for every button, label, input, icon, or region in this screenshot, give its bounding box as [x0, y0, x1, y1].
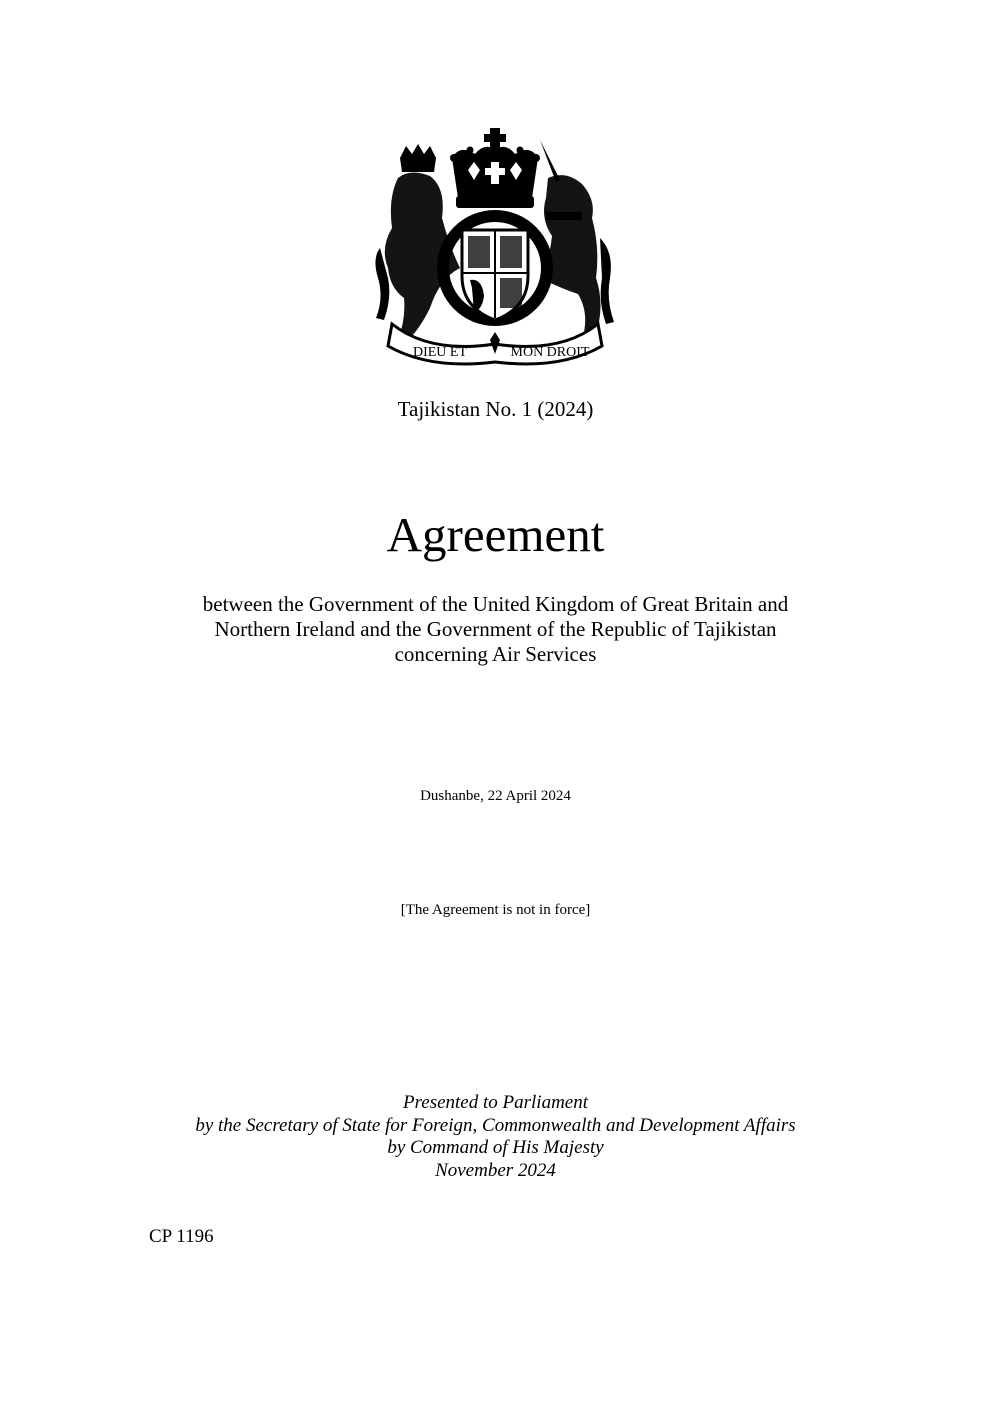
series-number: Tajikistan No. 1 (2024)	[397, 397, 594, 421]
document-title: Agreement	[386, 507, 605, 562]
presented-line: by Command of His Majesty	[387, 1137, 604, 1158]
command-paper-number: CP 1196	[149, 1226, 214, 1247]
presented-line: Presented to Parliament	[402, 1092, 589, 1113]
presented-line: by the Secretary of State for Foreign, Commonwealth and Development Affairs	[195, 1114, 796, 1136]
status-note: [The Agreement is not in force]	[400, 902, 591, 918]
svg-text:DIEU ET: DIEU ET	[412, 345, 468, 360]
place-and-date: Dushanbe, 22 April 2024	[420, 788, 571, 804]
royal-coat-of-arms-icon	[370, 118, 620, 368]
subtitle-line: concerning Air Services	[394, 642, 597, 666]
presentation-statement	[0, 1092, 991, 1182]
svg-text:MON DROIT: MON DROIT	[510, 345, 590, 360]
presented-line: November 2024	[435, 1159, 556, 1181]
subtitle-line: Northern Ireland and the Government of the Republic of Tajikistan	[214, 617, 777, 641]
subtitle-line: between the Government of the United Kingdom of Great Britain and	[202, 592, 789, 616]
document-subtitle	[0, 592, 991, 667]
